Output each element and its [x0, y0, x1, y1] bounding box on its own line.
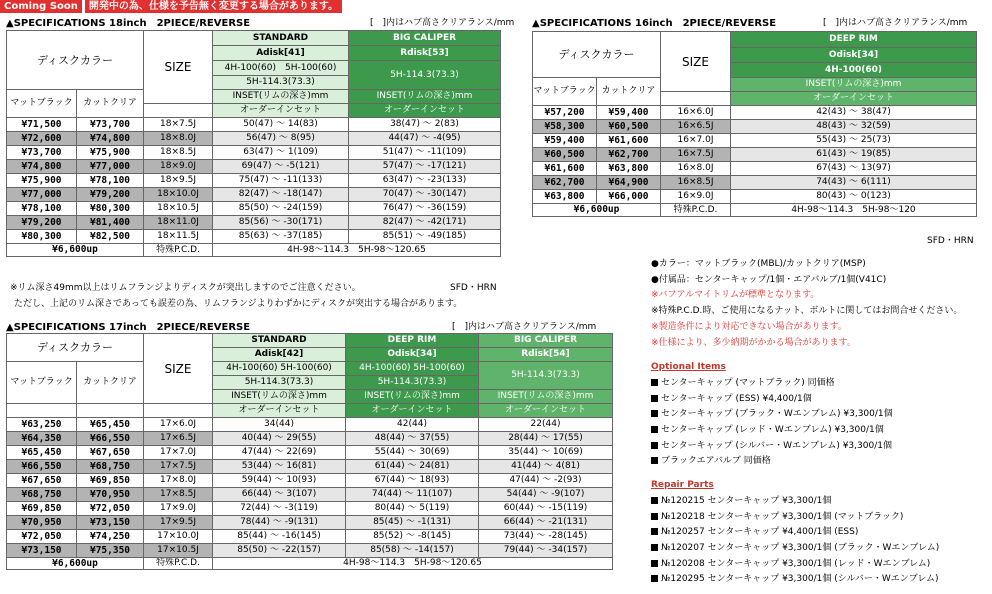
spec18-cell: 82(47) ～ -18(147)	[213, 188, 349, 202]
spec16-cell: ¥64,900	[597, 176, 661, 190]
table-row	[7, 188, 501, 202]
square-bullet-icon	[651, 560, 658, 567]
spec17-cell: 17×7.5J	[144, 460, 213, 474]
table-row	[7, 474, 613, 488]
table-row	[7, 460, 613, 474]
spec18-table	[6, 30, 501, 257]
table-row	[7, 502, 613, 516]
spec18-cell: 18×8.0J	[144, 132, 213, 146]
deep-name-16: DEEP RIM	[731, 32, 977, 48]
spec18-cell: 18×7.5J	[144, 118, 213, 132]
deep-pcd1-17: 4H-100(60) 5H-100(60)	[346, 362, 479, 376]
spec17-cell: 17×9.5J	[144, 516, 213, 530]
spec17-cell: 17×8.5J	[144, 488, 213, 502]
spec17-cell: 72(44) ～ -3(119)	[213, 502, 346, 516]
spec18-cell: ¥79,200	[7, 216, 77, 230]
spec18-cell: ¥80,300	[7, 230, 77, 244]
spec16-cell: 16×9.0J	[661, 190, 731, 204]
spec18-cell: 85(56) ～ -30(171)	[213, 216, 349, 230]
spec17-cell: 54(44) ～ -9(107)	[479, 488, 613, 502]
std-pcd2-17: 5H-114.3(73.3)	[213, 376, 346, 390]
spec17-cell: ¥73,150	[77, 516, 144, 530]
spec18-cell: ¥73,700	[7, 146, 77, 160]
cut-header-17: カットクリア	[77, 362, 144, 404]
spec17-table	[6, 333, 613, 570]
table-row	[7, 132, 501, 146]
spec17-cell: 17×7.0J	[144, 446, 213, 460]
spec16-cell: ¥59,400	[533, 134, 597, 148]
spec17-cell: 40(44) ～ 29(55)	[213, 432, 346, 446]
list-item-label: センターキャップ (ブラック・Wエンブレム) ¥3,300/1個	[661, 409, 893, 420]
delivery-note: ※仕様により、多少納期がかかる場合があります。	[651, 337, 856, 348]
std-disk: Adisk[41]	[213, 46, 349, 61]
spec18-cell: ¥75,900	[7, 174, 77, 188]
spec18-cell: 56(47) ～ 8(95)	[213, 132, 349, 146]
spec17-cell: ¥63,250	[7, 418, 77, 432]
list-item	[651, 423, 986, 439]
big-inset: INSET(リムの深さ)mm	[349, 90, 501, 104]
list-item	[651, 572, 986, 588]
dev-notice: 開発中の為、仕様を予告無く変更する場合があります。	[85, 0, 342, 13]
spec18-cell: ¥71,500	[7, 118, 77, 132]
spec16-cell: ¥62,700	[533, 176, 597, 190]
spec18-cell: 63(47) ～ 1(109)	[213, 146, 349, 160]
spec18-cell: ¥81,400	[77, 216, 144, 230]
list-item-label: №120208 センターキャップ ¥3,300/1個 (レッド・Wエンブレム)	[661, 558, 931, 569]
std-name: STANDARD	[213, 31, 349, 46]
spec18-cell: ¥78,100	[77, 174, 144, 188]
spec18-cell: 18×8.5J	[144, 146, 213, 160]
spec17-cell: ¥69,850	[7, 502, 77, 516]
square-bullet-icon	[651, 395, 658, 402]
rim-note-1: ※リム深さ49mm以上はリムフランジよりディスクが突出しますのでご注意ください。	[10, 283, 361, 293]
spec17-cell: ¥72,050	[7, 530, 77, 544]
spec17-cell: ¥65,450	[77, 418, 144, 432]
spec17-cell: ¥74,250	[77, 530, 144, 544]
table-row	[7, 146, 501, 160]
list-item	[651, 557, 986, 573]
spec17-cell: 53(44) ～ 16(81)	[213, 460, 346, 474]
rim-note-2: ただし、上記のリム深さであっても誤差の為、リムフランジよりわずかにディスクが突出する場合があります。	[14, 299, 463, 309]
spec16-cell: ¥60,500	[533, 148, 597, 162]
spec16-cell: ¥62,700	[597, 148, 661, 162]
big-disk-17: Rdisk[54]	[479, 348, 613, 362]
list-item	[651, 454, 986, 470]
spec18-cell: 18×11.5J	[144, 230, 213, 244]
accessory-info: ●付属品：センターキャップ/1個・エアバルブ/1個(V41C)	[651, 274, 887, 285]
square-bullet-icon	[651, 410, 658, 417]
big-pcd: 5H-114.3(73.3)	[349, 61, 501, 90]
list-item	[651, 494, 986, 510]
big-order-17: オーダーインセット	[479, 404, 613, 418]
spec16-cell: 16×8.0J	[661, 162, 731, 176]
spec18-cell: ¥78,100	[7, 202, 77, 216]
spec17-cell: ¥68,750	[7, 488, 77, 502]
spec16-cell: 80(43) ～ 0(123)	[731, 190, 977, 204]
disk-color-header-16: ディスクカラー	[533, 32, 661, 78]
deep-order-17: オーダーインセット	[346, 404, 479, 418]
square-bullet-icon	[651, 497, 658, 504]
table-row	[533, 148, 977, 162]
list-item-label: №120295 センターキャップ ¥3,300/1個 (シルバー・Wエンブレム)	[661, 574, 939, 585]
pcd-range-16: 4H-98～114.3 5H-98～120	[731, 204, 977, 217]
spec16-title: ▲SPECIFICATIONS 16inch 2PIECE/REVERSE	[532, 18, 777, 29]
std-pcd2: 5H-114.3(73.3)	[213, 76, 349, 90]
square-bullet-icon	[651, 513, 658, 520]
list-item-label: センターキャップ (ESS) ¥4,400/1個	[661, 393, 812, 404]
deep-pcd2-17: 5H-114.3(73.3)	[346, 376, 479, 390]
spec17-cell: 47(44) ～ -2(93)	[479, 474, 613, 488]
spec16-cell: ¥63,800	[597, 162, 661, 176]
spec16-cell: ¥58,300	[533, 120, 597, 134]
spec18-cell: ¥75,900	[77, 146, 144, 160]
table-row	[7, 202, 501, 216]
spec16-cell: ¥66,000	[597, 190, 661, 204]
deep-inset-17: INSET(リムの深さ)mm	[346, 390, 479, 404]
spec17-cell: 66(44) ～ -21(131)	[479, 516, 613, 530]
spec18-cell: 38(47) ～ 2(83)	[349, 118, 501, 132]
spec17-cell: ¥68,750	[77, 460, 144, 474]
pcd-range: 4H-98～114.3 5H-98～120.65	[213, 244, 501, 257]
spec18-cell: 76(47) ～ -36(159)	[349, 202, 501, 216]
deep-pcd-16: 4H-100(60)	[731, 63, 977, 78]
spec16-cell: ¥57,200	[533, 106, 597, 120]
list-item	[651, 392, 986, 408]
std-disk-17: Adisk[42]	[213, 348, 346, 362]
list-item	[651, 439, 986, 455]
deep-inset-16: INSET(リムの深さ)mm	[731, 78, 977, 92]
square-bullet-icon	[651, 442, 658, 449]
matt-header: マットブラック	[7, 90, 77, 118]
table-row	[533, 190, 977, 204]
std-order: オーダーインセット	[213, 104, 349, 118]
spec16-cell: ¥61,600	[533, 162, 597, 176]
spec17-cell: ¥73,150	[7, 544, 77, 558]
spec18-cell: 18×10.0J	[144, 188, 213, 202]
spec17-cell: ¥65,450	[7, 446, 77, 460]
spec17-cell: ¥67,650	[77, 446, 144, 460]
std-name-17: STANDARD	[213, 334, 346, 348]
spec16-cell: 61(43) ～ 19(85)	[731, 148, 977, 162]
spec18-cell: 18×10.5J	[144, 202, 213, 216]
spec17-cell: ¥75,350	[77, 544, 144, 558]
spec17-cell: ¥66,550	[7, 460, 77, 474]
spec18-cell: 85(50) ～ -24(159)	[213, 202, 349, 216]
square-bullet-icon	[651, 544, 658, 551]
coming-soon-badge: Coming Soon	[0, 0, 82, 13]
spec18-cell: 75(47) ～ -11(133)	[213, 174, 349, 188]
table-row	[7, 118, 501, 132]
big-name: BIG CALIPER	[349, 31, 501, 46]
pcd-note: ※特殊P.C.D.時、ご使用になるナット、ボルトに関してはお問合せください。	[651, 306, 963, 317]
table-row	[533, 106, 977, 120]
spec17-cell: 85(52) ～ -8(145)	[346, 530, 479, 544]
spec17-cell: 17×10.0J	[144, 530, 213, 544]
table-row	[7, 530, 613, 544]
spec16-sfd: SFD・HRN	[927, 236, 974, 246]
table-row	[533, 134, 977, 148]
spec18-cell: ¥74,800	[7, 160, 77, 174]
deep-disk-17: Odisk[34]	[346, 348, 479, 362]
deep-name-17: DEEP RIM	[346, 334, 479, 348]
big-disk: Rdisk[53]	[349, 46, 501, 61]
spec17-cell: 55(44) ～ 30(69)	[346, 446, 479, 460]
spec18-cell: ¥73,700	[77, 118, 144, 132]
table-row	[7, 488, 613, 502]
spec17-cell: ¥70,950	[7, 516, 77, 530]
big-order: オーダーインセット	[349, 104, 501, 118]
big-pcd-17: 5H-114.3(73.3)	[479, 362, 613, 390]
spec17-cell: 67(44) ～ 18(93)	[346, 474, 479, 488]
list-item-label: №120218 センターキャップ ¥3,300/1個 (マットブラック)	[661, 511, 904, 522]
list-item-label: センターキャップ (シルバー・Wエンブレム) ¥3,300/1個	[661, 440, 892, 451]
spec17-cell: ¥70,950	[77, 488, 144, 502]
pcd-label-17: 特殊P.C.D.	[144, 558, 213, 570]
spec17-cell: 48(44) ～ 37(55)	[346, 432, 479, 446]
spec17-cell: 17×6.5J	[144, 432, 213, 446]
spec18-cell: ¥79,200	[77, 188, 144, 202]
spec16-table	[532, 31, 977, 217]
cut-header-16: カットクリア	[597, 78, 661, 106]
spec17-cell: 35(44) ～ 10(69)	[479, 446, 613, 460]
color-info: ●カラー：マットブラック(MBL)/カットクリア(MSP)	[651, 259, 866, 269]
spec18-title: ▲SPECIFICATIONS 18inch 2PIECE/REVERSE	[6, 18, 251, 29]
std-inset: INSET(リムの深さ)mm	[213, 90, 349, 104]
spec17-cell: 17×10.5J	[144, 544, 213, 558]
square-bullet-icon	[651, 426, 658, 433]
spec18-cell: 57(47) ～ -17(121)	[349, 160, 501, 174]
spec17-title: ▲SPECIFICATIONS 17inch 2PIECE/REVERSE	[6, 322, 251, 333]
list-item	[651, 376, 986, 392]
table-row	[7, 216, 501, 230]
square-bullet-icon	[651, 528, 658, 535]
spec18-cell: 63(47) ～ -23(133)	[349, 174, 501, 188]
spec16-cell: 74(43) ～ 6(111)	[731, 176, 977, 190]
buff-note: ※バフアルマイトリムが標準となります。	[651, 290, 820, 301]
std-pcd1: 4H-100(60) 5H-100(60)	[213, 61, 349, 76]
pcd-price: ¥6,600up	[7, 244, 144, 257]
spec18-note: [ ]内はハブ高さクリアランス/mm	[370, 18, 515, 28]
spec17-cell: ¥72,050	[77, 502, 144, 516]
table-row	[7, 174, 501, 188]
spec17-cell: 34(44)	[213, 418, 346, 432]
list-item	[651, 541, 986, 557]
list-item-label: №120215 センターキャップ ¥3,300/1個	[661, 495, 832, 506]
size-header-16: SIZE	[661, 32, 731, 92]
spec17-cell: 73(44) ～ -28(145)	[479, 530, 613, 544]
spec18-cell: 69(47) ～ -5(121)	[213, 160, 349, 174]
info-block	[651, 257, 986, 588]
spec17-cell: 22(44)	[479, 418, 613, 432]
size-header-17: SIZE	[144, 334, 213, 404]
spec16-cell: 16×6.0J	[661, 106, 731, 120]
table-row	[7, 230, 501, 244]
std-inset-17: INSET(リムの深さ)mm	[213, 390, 346, 404]
spec18-cell: 70(47) ～ -30(147)	[349, 188, 501, 202]
spec16-cell: 16×6.5J	[661, 120, 731, 134]
list-item	[651, 510, 986, 526]
pcd-label: 特殊P.C.D.	[144, 244, 213, 257]
list-item	[651, 525, 986, 541]
spec18-cell: ¥72,600	[7, 132, 77, 146]
table-row	[7, 432, 613, 446]
spec17-note: [ ]内はハブ高さクリアランス/mm	[452, 322, 597, 332]
spec17-cell: 42(44)	[346, 418, 479, 432]
spec17-cell: 17×9.0J	[144, 502, 213, 516]
spec18-cell: ¥74,800	[77, 132, 144, 146]
matt-header-16: マットブラック	[533, 78, 597, 106]
spec17-cell: ¥67,650	[7, 474, 77, 488]
deep-disk-16: Odisk[34]	[731, 48, 977, 63]
spec18-cell: ¥77,000	[7, 188, 77, 202]
spec18-cell: 85(63) ～ -37(185)	[213, 230, 349, 244]
spec17-cell: 85(50) ～ -22(157)	[213, 544, 346, 558]
table-row	[7, 516, 613, 530]
spec17-cell: 59(44) ～ 10(93)	[213, 474, 346, 488]
spec18-cell: 85(51) ～ -49(185)	[349, 230, 501, 244]
banner	[0, 0, 342, 13]
spec17-cell: 66(44) ～ 3(107)	[213, 488, 346, 502]
disk-color-header-17: ディスクカラー	[7, 334, 144, 362]
table-row	[7, 160, 501, 174]
list-item	[651, 407, 986, 423]
spec16-cell: 42(43) ～ 38(47)	[731, 106, 977, 120]
spec18-cell: ¥82,500	[77, 230, 144, 244]
spec18-cell: 51(47) ～ -11(109)	[349, 146, 501, 160]
size-header: SIZE	[144, 31, 213, 104]
spec18-cell: 18×11.0J	[144, 216, 213, 230]
spec17-cell: ¥66,550	[77, 432, 144, 446]
disk-color-header: ディスクカラー	[7, 31, 144, 90]
spec18-cell: 44(47) ～ -4(95)	[349, 132, 501, 146]
spec17-cell: 60(44) ～ -15(119)	[479, 502, 613, 516]
repair-parts-list	[651, 494, 986, 588]
list-item-label: №120257 センターキャップ ¥4,400/1個 (ESS)	[661, 527, 859, 538]
table-row	[533, 120, 977, 134]
list-item-label: ブラックエアバルブ 同価格	[661, 456, 771, 467]
spec18-cell: ¥80,300	[77, 202, 144, 216]
repair-parts-title: Repair Parts	[651, 480, 714, 491]
std-order-17: オーダーインセット	[213, 404, 346, 418]
optional-items-list	[651, 376, 986, 470]
spec16-cell: ¥63,800	[533, 190, 597, 204]
manufacture-note: ※製造条件により対応できない場合があります。	[651, 321, 847, 332]
spec17-cell: 61(44) ～ 24(81)	[346, 460, 479, 474]
square-bullet-icon	[651, 379, 658, 386]
spec16-cell: 16×7.5J	[661, 148, 731, 162]
spec17-cell: 78(44) ～ -9(131)	[213, 516, 346, 530]
spec16-cell: 16×7.0J	[661, 134, 731, 148]
spec16-note: [ ]内はハブ高さクリアランス/mm	[823, 18, 968, 28]
deep-order-16: オーダーインセット	[731, 92, 977, 106]
spec17-cell: 17×6.0J	[144, 418, 213, 432]
spec17-cell: ¥64,350	[7, 432, 77, 446]
spec18-sfd: SFD・HRN	[450, 283, 497, 293]
pcd-label-16: 特殊P.C.D.	[661, 204, 731, 217]
spec18-cell: 18×9.0J	[144, 160, 213, 174]
square-bullet-icon	[651, 575, 658, 582]
spec16-cell: ¥61,600	[597, 134, 661, 148]
spec17-cell: 41(44) ～ 4(81)	[479, 460, 613, 474]
spec17-cell: 28(44) ～ 17(55)	[479, 432, 613, 446]
spec16-cell: 16×8.5J	[661, 176, 731, 190]
big-inset-17: INSET(リムの深さ)mm	[479, 390, 613, 404]
pcd-price-17: ¥6,600up	[7, 558, 144, 570]
spec16-cell: ¥60,500	[597, 120, 661, 134]
spec16-cell: 67(43) ～ 13(97)	[731, 162, 977, 176]
list-item-label: №120207 センターキャップ ¥3,300/1個 (ブラック・Wエンブレム)	[661, 542, 940, 553]
spec17-cell: 85(44) ～ -16(145)	[213, 530, 346, 544]
spec18-cell: 82(47) ～ -42(171)	[349, 216, 501, 230]
cut-header: カットクリア	[77, 90, 144, 118]
optional-items-title: Optional Items	[651, 362, 726, 373]
spec17-cell: 47(44) ～ 22(69)	[213, 446, 346, 460]
table-row	[7, 446, 613, 460]
spec18-cell: ¥77,000	[77, 160, 144, 174]
spec17-cell: 80(44) ～ 5(119)	[346, 502, 479, 516]
spec16-cell: 55(43) ～ 25(73)	[731, 134, 977, 148]
table-row	[533, 162, 977, 176]
pcd-range-17: 4H-98～114.3 5H-98～120.65	[213, 558, 613, 570]
spec16-cell: 48(43) ～ 32(59)	[731, 120, 977, 134]
list-item-label: センターキャップ (レッド・Wエンブレム) ¥3,300/1個	[661, 425, 884, 436]
spec17-cell: 85(45) ～ -1(131)	[346, 516, 479, 530]
matt-header-17: マットブラック	[7, 362, 77, 404]
pcd-price-16: ¥6,600up	[533, 204, 661, 217]
table-row	[533, 176, 977, 190]
std-pcd1-17: 4H-100(60) 5H-100(60)	[213, 362, 346, 376]
spec17-cell: 85(58) ～ -14(157)	[346, 544, 479, 558]
spec17-cell: 74(44) ～ 11(107)	[346, 488, 479, 502]
spec18-cell: 18×9.5J	[144, 174, 213, 188]
table-row	[7, 418, 613, 432]
table-row	[7, 544, 613, 558]
spec17-cell: 17×8.0J	[144, 474, 213, 488]
list-item-label: センターキャップ (マットブラック) 同価格	[661, 377, 835, 388]
square-bullet-icon	[651, 457, 658, 464]
spec18-cell: 50(47) ～ 14(83)	[213, 118, 349, 132]
big-name-17: BIG CALIPER	[479, 334, 613, 348]
spec17-cell: ¥69,850	[77, 474, 144, 488]
spec16-cell: ¥59,400	[597, 106, 661, 120]
spec17-cell: 79(44) ～ -34(157)	[479, 544, 613, 558]
